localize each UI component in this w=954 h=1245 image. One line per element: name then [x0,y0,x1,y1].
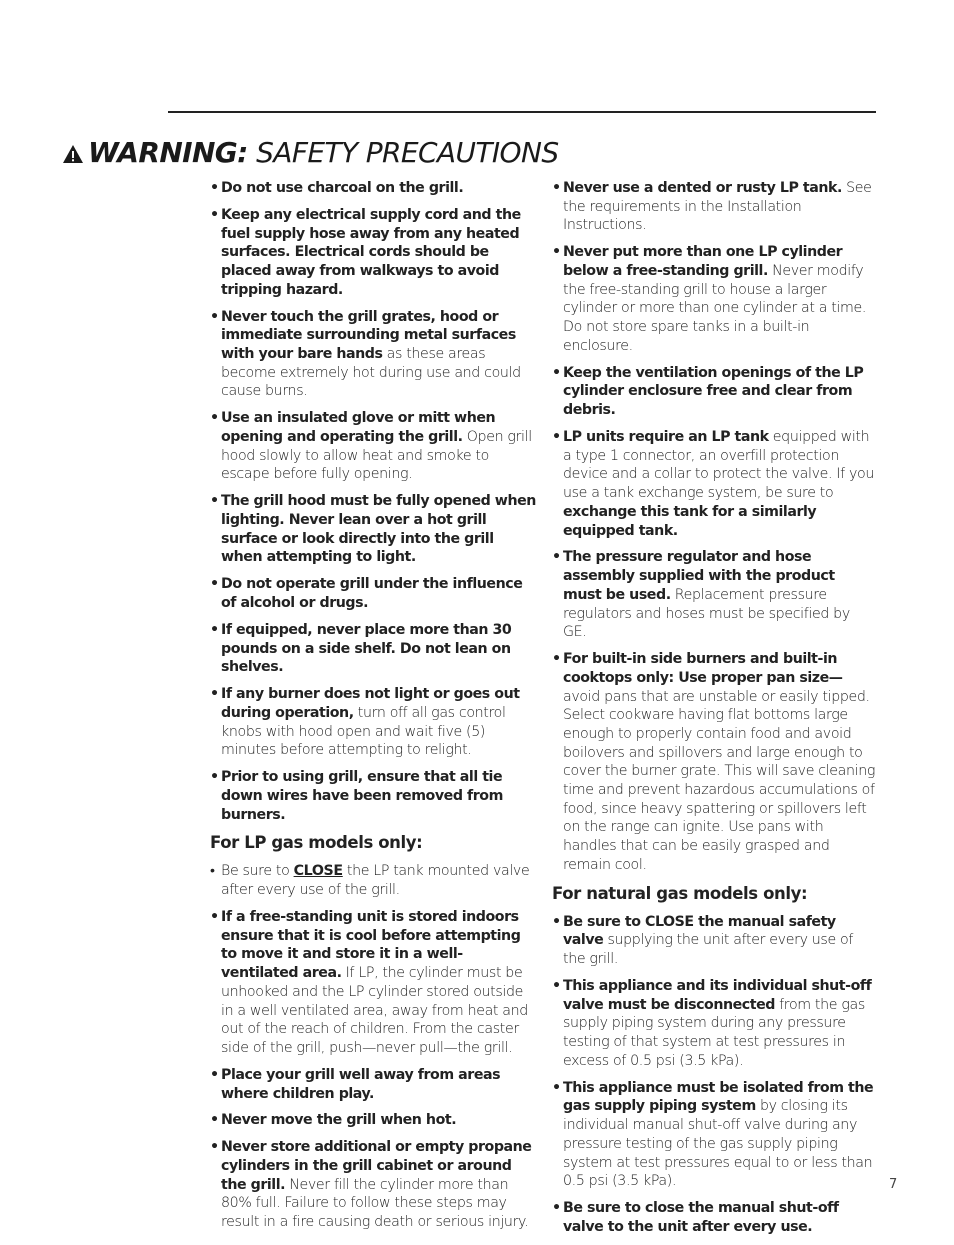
list-item: • Prior to using grill, ensure that all tie down wires have been removed from burners. [210,769,503,823]
list-item: • This appliance must be isolated from the gas supply piping system by closing its individual manual shut-off valve during any pressure testing of the gas supply piping system at test pressures equal to or less than 0.5 psi (3.5 kPa). [552,1079,874,1190]
list-item: • If equipped, never place more than 30 pounds on a side shelf. Do not lean on shelves. [210,621,512,676]
list-item: • The grill hood must be fully opened when lighting. Never lean over a hot grill surface or look directly into the grill when attempting to light. [210,493,536,566]
warning-label: WARNING: [88,136,248,169]
list-item: • For built-in side burners and built-in cooktops only: Use proper pan size—avoid pans that are unstable or easily tipped. Select cookware having flat bottoms large enough to properly contain food and avoid boilovers and spillovers and large enough to cover the burner grate. This will save cleaning time and prevent hazardous accumulations of food, since heavy spattering or spillovers left on the range can ignite. Use pans with handles that can be easily grasped and remain cool. [552,651,876,873]
page-title [62,133,559,175]
list-item: • Be sure to CLOSE the manual safety valve supplying the unit after every use of the grill. [552,913,853,968]
list-item: • Be sure to CLOSE the LP tank mounted valve after every use of the grill. [210,863,530,899]
list-item: • Never move the grill when hot. [210,1112,457,1129]
list-item: • Never store additional or empty propane cylinders in the grill cabinet or around the grill. Never fill the cylinder more than 80% full. Failure to follow these steps may result in a fire causing death or serious injury. [210,1139,532,1231]
list-item: • Use an insulated glove or mitt when opening and operating the grill. Open grill hood slowly to allow heat and smoke to escape before fully opening. [210,410,532,483]
list-item: • The pressure regulator and hose assembly supplied with the product must be used. Replacement pressure regulators and hoses must be specified by GE. [552,549,850,641]
list-item: • Keep any electrical supply cord and the fuel supply hose away from any heated surfaces. Electrical cords should be placed away from walkways to avoid tripping hazard. [210,206,521,298]
header-rule [168,111,876,113]
list-item: • If any burner does not light or goes out during operation, turn off all gas control knobs with hood open and wait five (5) minutes before attempting to relight. [210,686,520,759]
list-item: • Be sure to close the manual shut-off valve to the unit after every use. [552,1200,839,1235]
list-item: • Place your grill well away from areas where children play. [210,1066,501,1102]
list-item: • LP units require an LP tank equipped with a type 1 connector, an overfill protection device and a collar to protect the valve. If you use a tank exchange system, be sure to exchange this tank for a similarly equipped tank. [552,429,874,539]
title-text: SAFETY PRECAUTIONS [256,136,559,169]
right-column [552,179,876,1245]
list-item: • This appliance and its individual shut-off valve must be disconnected from the gas supply piping system during any pressure testing of that system at test pressures in excess of 0.5 psi (3.5 kPa). [552,978,872,1069]
warning-triangle-icon [62,135,84,175]
page-number: 7 [889,1177,898,1192]
list-item: • Do not use charcoal on the grill. [210,180,464,196]
list-item: • Never put more than one LP cylinder below a free-standing grill. Never modify the free-standing grill to house a larger cylinder or more than one cylinder at a time. Do not store spare tanks in a built-in enclosure. [552,244,867,354]
ng-section-heading: For natural gas models only: [552,883,808,903]
list-item: • Do not operate grill under the influence of alcohol or drugs. [210,576,523,611]
left-column [210,179,536,1240]
lp-section-heading: For LP gas models only: [210,833,423,853]
list-item: • Keep the ventilation openings of the LP cylinder enclosure free and clear from debris. [552,364,864,419]
list-item: • Never touch the grill grates, hood or immediate surrounding metal surfaces with your bare hands as these areas become extremely hot during use and could cause burns. [210,308,521,400]
list-item: • Never use a dented or rusty LP tank. See the requirements in the Installation Instructions. [552,180,872,234]
list-item: • If a free-standing unit is stored indoors ensure that it is cool before attempting to move it and store it in a well-ventilated area. If LP, the cylinder must be unhooked and the LP cylinder stored outside in a well ventilated area, away from heat and out of the reach of children. From the caster side of the grill, push—never pull—the grill. [210,909,528,1056]
